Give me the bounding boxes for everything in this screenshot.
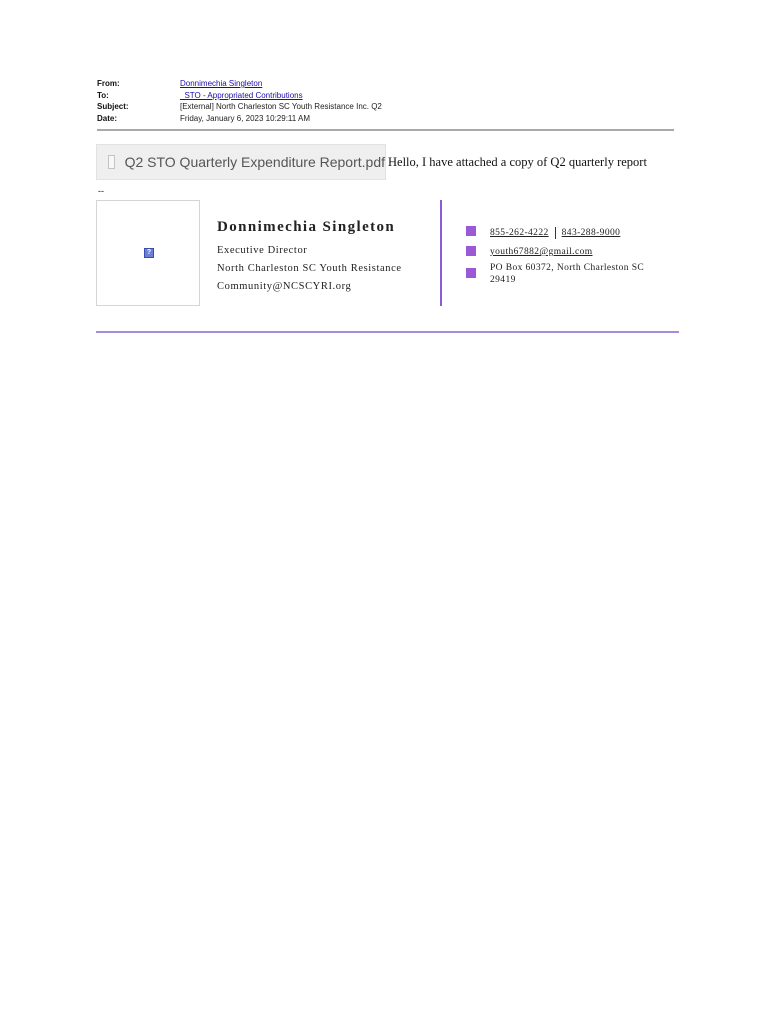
email-icon [466,246,476,256]
date-row [97,113,382,125]
location-icon [466,268,476,278]
to-row [97,90,382,102]
phone-separator [555,227,556,239]
checkbox-icon [108,155,115,169]
phone-icon [466,226,476,236]
attachment-filename: Q2 STO Quarterly Expenditure Report.pdf [124,154,385,170]
subject-row [97,101,382,113]
address-line-2: 29419 [490,275,516,285]
signature-bottom-divider [96,331,679,333]
attachment-chip[interactable] [96,144,386,180]
from-label: From: [97,79,120,88]
broken-image-icon: ? [144,248,154,258]
signature-org-email: Community@NCSCYRI.org [217,281,352,292]
phone-link-2[interactable]: 843-288-9000 [561,228,621,239]
signature-dash: -- [98,186,104,196]
signature-divider [440,200,442,306]
from-link[interactable]: Donnimechia Singleton [180,79,263,88]
signature-organization: North Charleston SC Youth Resistance [217,263,402,274]
subject-label: Subject: [97,102,129,111]
from-row [97,78,382,90]
to-label: To: [97,90,109,100]
subject-value: [External] North Charleston SC Youth Resistance Inc. Q2 [180,102,382,111]
date-label: Date: [97,113,118,123]
to-link[interactable]: _STO - Appropriated Contributions [180,90,303,100]
email-header [97,78,382,124]
signature-photo [96,200,200,306]
signature-title: Executive Director [217,245,308,256]
signature-name: Donnimechia Singleton [217,219,396,235]
email-link[interactable]: youth67882@gmail.com [490,247,593,257]
address-line-1: PO Box 60372, North Charleston SC [490,263,645,273]
signature-block [217,219,402,296]
message-text: Hello, I have attached a copy of Q2 quarterly report [388,155,647,169]
header-divider [97,129,674,131]
phone-text [490,227,620,239]
date-value: Friday, January 6, 2023 10:29:11 AM [180,113,311,123]
phone-link-1[interactable]: 855-262-4222 [490,228,549,239]
